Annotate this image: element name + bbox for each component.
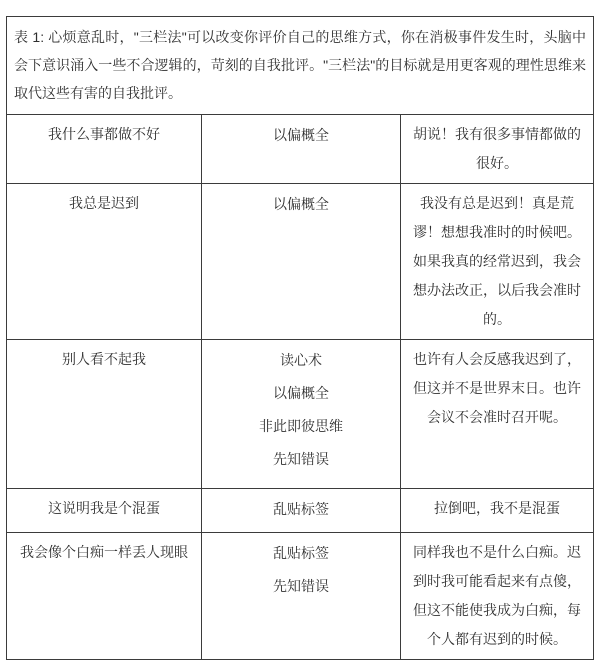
cognitive-distortion-cell [202, 115, 401, 184]
distortion-label: 非此即彼思维 [259, 418, 343, 434]
table-row [7, 533, 594, 660]
cognitive-distortion-cell [202, 340, 401, 489]
cognitive-distortion-cell [202, 533, 401, 660]
distortion-label: 先知错误 [273, 578, 329, 594]
automatic-thought-cell: 我会像个白痴一样丢人现眼 [7, 533, 202, 660]
automatic-thought-cell: 别人看不起我 [7, 340, 202, 489]
rational-response-cell: 同样我也不是什么白痴。迟到时我可能看起来有点傻，但这不能使我成为白痴，每个人都有迟到的时候。 [401, 533, 594, 660]
rational-response-cell: 拉倒吧，我不是混蛋 [401, 489, 594, 533]
distortion-label: 以偏概全 [273, 196, 329, 212]
table-caption: 表 1: 心烦意乱时，"三栏法"可以改变你评价自己的思维方式，你在消极事件发生时，头脑中会下意识涌入一些不合逻辑的，苛刻的自我批评。"三栏法"的目标就是用更客观的理性思维来取代这些有害的自我批评。 [7, 17, 594, 115]
three-column-method-table [6, 16, 594, 660]
automatic-thought-cell: 我总是迟到 [7, 184, 202, 340]
distortion-label: 先知错误 [273, 451, 329, 467]
automatic-thought-cell: 我什么事都做不好 [7, 115, 202, 184]
distortion-label: 读心术 [280, 352, 322, 368]
cognitive-distortion-cell [202, 184, 401, 340]
rational-response-cell: 胡说！我有很多事情都做的很好。 [401, 115, 594, 184]
table-body [7, 17, 594, 660]
distortion-label: 乱贴标签 [273, 501, 329, 517]
distortion-label: 乱贴标签 [273, 545, 329, 561]
rational-response-cell: 我没有总是迟到！真是荒谬！想想我准时的时候吧。如果我真的经常迟到，我会想办法改正，以后我会准时的。 [401, 184, 594, 340]
rational-response-cell: 也许有人会反感我迟到了，但这并不是世界末日。也许会议不会准时召开呢。 [401, 340, 594, 489]
table-row [7, 340, 594, 489]
distortion-label: 以偏概全 [273, 385, 329, 401]
table-row [7, 115, 594, 184]
automatic-thought-cell: 这说明我是个混蛋 [7, 489, 202, 533]
table-row [7, 489, 594, 533]
table-row [7, 184, 594, 340]
cognitive-distortion-cell [202, 489, 401, 533]
caption-row [7, 17, 594, 115]
distortion-label: 以偏概全 [273, 127, 329, 143]
